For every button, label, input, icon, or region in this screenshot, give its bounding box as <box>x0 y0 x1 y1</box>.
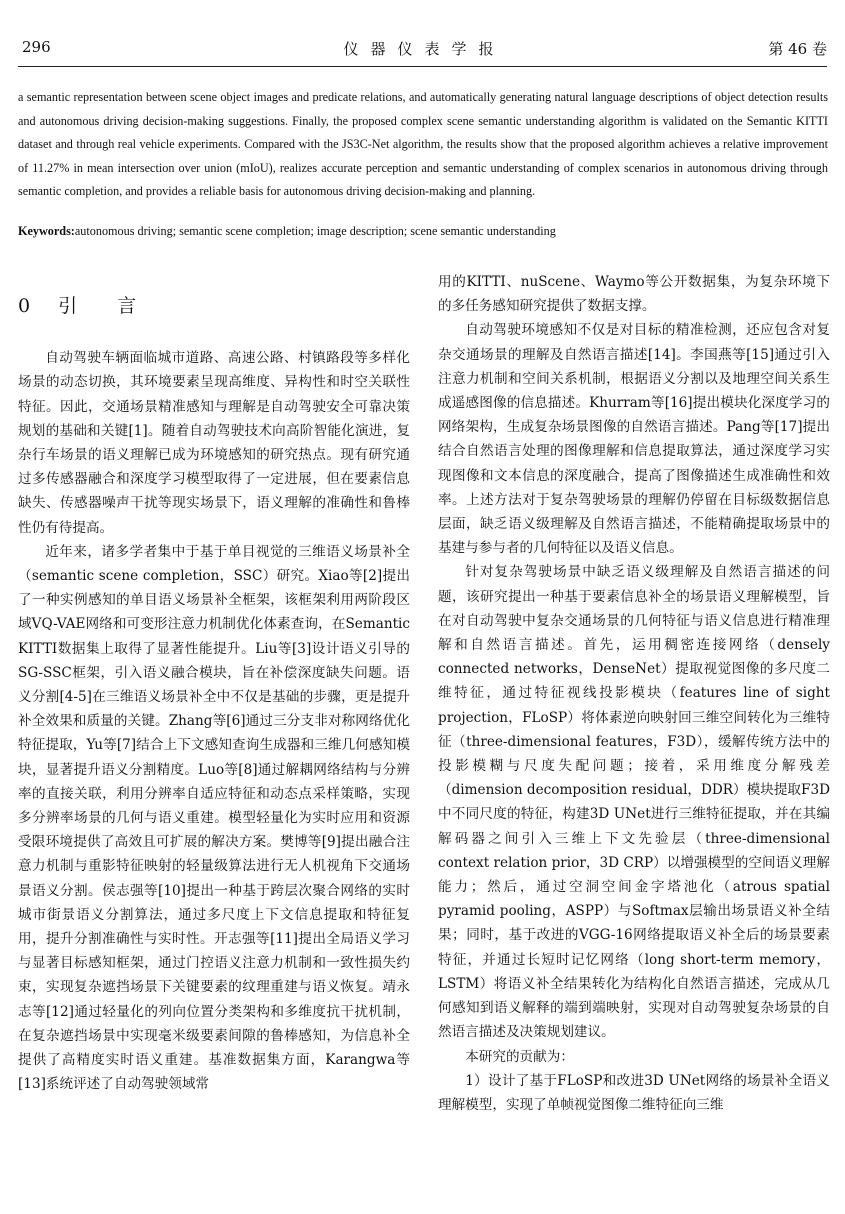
paragraph: 近年来，诸多学者集中于基于单目视觉的三维语义场景补全（semantic scene completion，SSC）研究。Xiao等[2]提出了一种实例感知的单目语义场景补全框架，该框架利用两阶段区域VQ-VAE网络和可变形注意力机制优化体素查询，在Semantic KITTI数据集上取得了显著性能提升。Liu等[3]设计语义引导的SG-SSC框架，引入语义融合模块，旨在补偿深度缺失问题。语义分割[4-5]在三维语义场景补全中不仅是基础的步骤，更是提升补全效果和质量的关键。Zhang等[6]通过三分支非对称网络优化特征提取，Yu等[7]结合上下文感知查询生成器和三维几何感知模块，显著提升语义分割精度。Luo等[8]通过解耦网络结构与分辨率的直接关联，利用分辨率自适应特征和动态点采样策略，实现多分辨率场景的几何与语义重建。模型轻量化为实时应用和资源受限环境提供了高效且可扩展的解决方案。樊博等[9]提出融合注意力机制与重影特征映射的轻量级算法进行无人机视角下交通场景语义分割。侯志强等[10]提出一种基于跨层次聚合网络的实时城市街景语义分割算法，通过多尺度上下文信息提取和特征复用，提升分割准确性与实时性。开志强等[11]提出全局语义学习与显著目标感知框架，通过门控语义注意力机制和一致性损失约束，实现复杂遮挡场景下关键要素的纹理重建与语义恢复。靖永志等[12]通过轻量化的列向位置分类架构和多维度抗干扰机制，在复杂遮挡场景中实现毫米级要素间隙的鲁棒感知，为信息补全提供了高精度实时语义重建。基准数据集方面，Karangwa等[13]系统评述了自动驾驶领域常 <box>18 543 410 1093</box>
paragraph: 本研究的贡献为： <box>465 1048 574 1065</box>
volume-label: 第 46 卷 <box>768 40 827 58</box>
paragraph: 针对复杂驾驶场景中缺乏语义级理解及自然语言描述的问题，该研究提出一种基于要素信息补全的场景语义理解模型，旨在对自动驾驶中复杂交通场景的几何特征与语义信息进行精准理解和自然语言描述。首先，运用稠密连接网络（densely connected networks，DenseNet）提取视觉图像的多尺度二维特征，通过特征视线投影模块（features line of sight projection，FLoSP）将体素逆向映射回三维空间转化为三维特征（three-dimensional features，F3D），缓解传统方法中的投影模糊与尺度失配问题；接着，采用维度分解残差（dimension decomposition residual，DDR）模块提取F3D中不同尺度的特征，构建3D UNet进行三维特征提取，并在其编解码器之间引入三维上下文先验层（three-dimensional context relation prior，3D CRP）以增强模型的空间语义理解能力；然后，通过空洞空间金字塔池化（atrous spatial pyramid pooling，ASPP）与Softmax层输出场景语义补全结果；同时，基于改进的VGG-16网络提取语义补全后的场景要素特征，并通过长短时记忆网络（long short-term memory，LSTM）将语义补全结果转化为结构化自然语言描述，完成从几何感知到语义解释的端到端映射，实现对自动驾驶复杂场景的自然语言描述及决策规划建议。 <box>438 564 830 1041</box>
abstract-text: a semantic representation between scene object images and predicate relations, and automatically generating natural language descriptions of object detection results and autonomous driving decision-making suggestions. Finally, the proposed complex scene semantic understanding algorithm is validated on the Semantic KITTI dataset and through real vehicle experiments. Compared with the JS3C-Net algorithm, the results show that the proposed algorithm achieves a relative improvement of 11.27% in mean intersection over union (mIoU), realizes accurate perception and semantic understanding of complex scenarios in autonomous driving through semantic completion, and provides a reliable basis for autonomous driving decision-making and planning. <box>18 90 828 198</box>
right-column <box>438 270 830 1117</box>
running-header <box>22 38 827 62</box>
keywords-line <box>18 224 828 239</box>
paragraph: 1）设计了基于FLoSP和改进3D UNet网络的场景补全语义理解模型，实现了单帧视觉图像二维特征向三维 <box>438 1072 830 1113</box>
paragraph: 自动驾驶车辆面临城市道路、高速公路、村镇路段等多样化场景的动态切换，其环境要素呈现高维度、异构性和时空关联性特征。因此，交通场景精准感知与理解是自动驾驶安全可靠决策规划的基础和关键[1]。随着自动驾驶技术向高阶智能化演进，复杂行车场景的语义理解已成为环境感知的研究热点。现有研究通过多传感器融合和深度学习模型取得了一定进展，但在要素信息缺失、传感器噪声干扰等现实场景下，语义理解的准确性和鲁棒性仍有待提高。 <box>18 350 410 536</box>
page-number: 296 <box>22 38 51 56</box>
section-title-part2: 言 <box>117 295 139 317</box>
keywords-label: Keywords: <box>18 224 75 238</box>
journal-title: 仪器仪表学报 <box>343 40 506 58</box>
section-number: 0 <box>18 295 33 317</box>
header-rule <box>18 66 827 67</box>
keywords-text: autonomous driving; semantic scene completion; image description; scene semantic understanding <box>74 224 556 238</box>
section-heading <box>18 294 410 318</box>
section-title-part1: 引 <box>58 295 80 317</box>
left-column <box>18 270 410 1097</box>
paragraph: 用的KITTI、nuScene、Waymo等公开数据集，为复杂环境下的多任务感知研究提供了数据支撑。 <box>438 274 830 315</box>
paragraph: 自动驾驶环境感知不仅是对目标的精准检测，还应包含对复杂交通场景的理解及自然语言描述[14]。李国燕等[15]通过引入注意力机制和空间关系机制，根据语义分割以及地理空间关系生成遥感图像的信息描述。Khurram等[16]提出模块化深度学习的网络架构，生成复杂场景图像的自然语言描述。Pang等[17]提出结合自然语言处理的图像理解和信息提取算法，通过深度学习实现图像和文本信息的深度融合，提高了图像描述生成准确性和效率。上述方法对于复杂驾驶场景的理解仍停留在目标级数据信息层面，缺乏语义级理解及自然语言描述，不能精确提取场景中的基建与参与者的几何特征以及语义信息。 <box>438 322 830 557</box>
